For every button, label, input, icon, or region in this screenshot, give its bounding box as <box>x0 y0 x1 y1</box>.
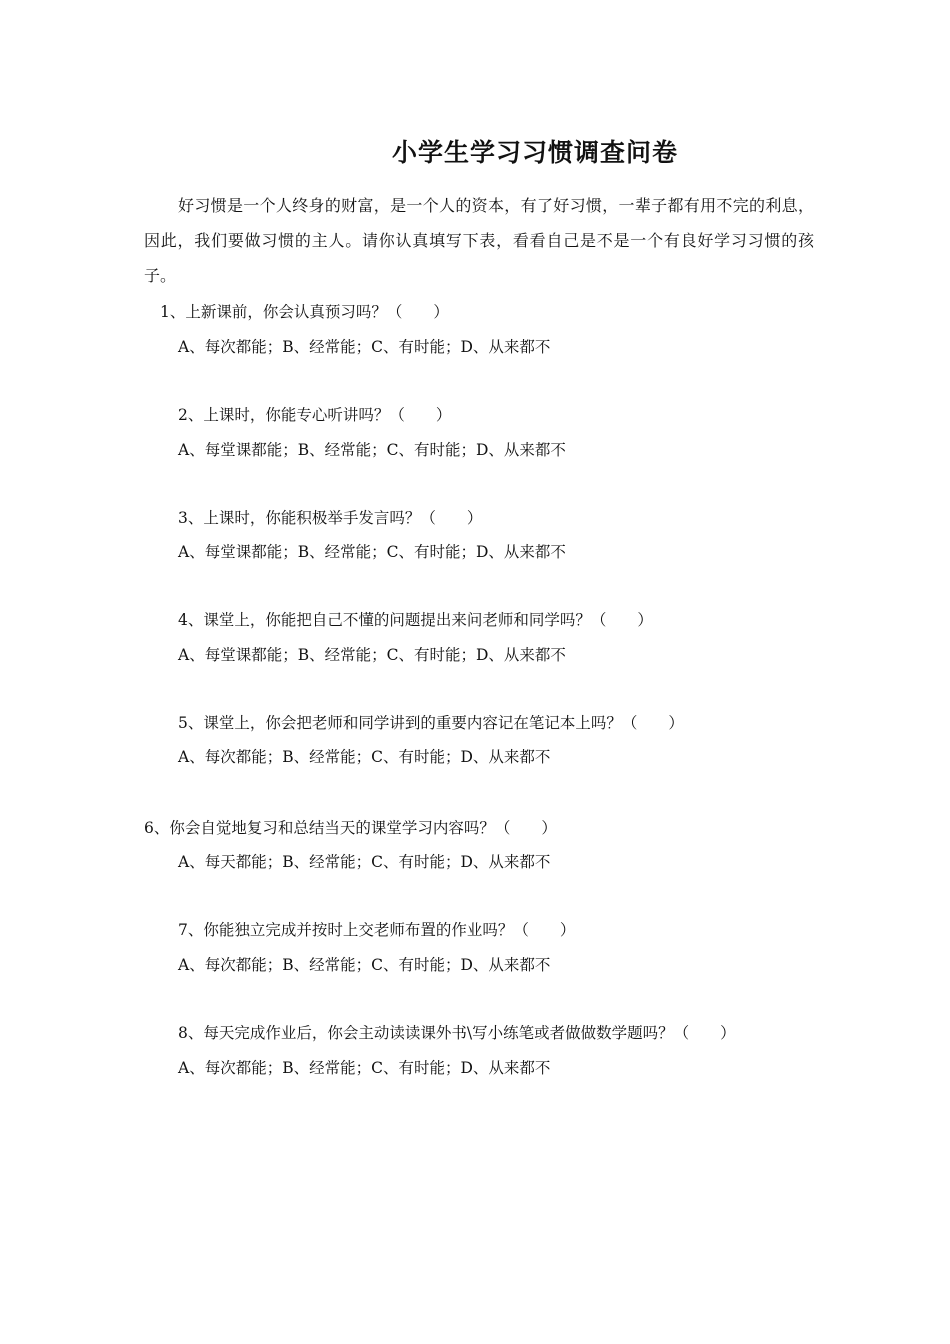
question-6-options: A、每天都能；B、经常能；C、有时能；D、从来都不 <box>178 853 551 871</box>
question-1-options: A、每次都能；B、经常能；C、有时能；D、从来都不 <box>178 338 551 356</box>
question-3-options: A、每堂课都能；B、经常能；C、有时能；D、从来都不 <box>178 543 566 561</box>
question-1: 1、上新课前，你会认真预习吗？（ ） <box>160 303 449 321</box>
question-5: 5、课堂上，你会把老师和同学讲到的重要内容记在笔记本上吗？（ ） <box>178 714 684 732</box>
question-6: 6、你会自觉地复习和总结当天的课堂学习内容吗？（ ） <box>144 819 557 837</box>
document-title: 小学生学习习惯调查问卷 <box>391 138 678 167</box>
question-4: 4、课堂上，你能把自己不懂的问题提出来问老师和同学吗？（ ） <box>178 611 653 629</box>
question-7: 7、你能独立完成并按时上交老师布置的作业吗？（ ） <box>178 921 576 939</box>
question-2: 2、上课时，你能专心听讲吗？（ ） <box>178 406 452 424</box>
question-8: 8、每天完成作业后，你会主动读读课外书\写小练笔或者做做数学题吗？（ ） <box>178 1024 736 1042</box>
question-4-options: A、每堂课都能；B、经常能；C、有时能；D、从来都不 <box>178 646 566 664</box>
question-2-options: A、每堂课都能；B、经常能；C、有时能；D、从来都不 <box>178 441 566 459</box>
question-5-options: A、每次都能；B、经常能；C、有时能；D、从来都不 <box>178 748 551 766</box>
intro-paragraph: 好习惯是一个人终身的财富，是一个人的资本，有了好习惯，一辈子都有用不完的利息，因此，我们要做习惯的主人。请你认真填写下表，看看自己是不是一个有良好学习习惯的孩子。 <box>144 196 814 285</box>
question-3: 3、上课时，你能积极举手发言吗？（ ） <box>178 509 483 527</box>
question-8-options: A、每次都能；B、经常能；C、有时能；D、从来都不 <box>178 1059 551 1077</box>
question-7-options: A、每次都能；B、经常能；C、有时能；D、从来都不 <box>178 956 551 974</box>
